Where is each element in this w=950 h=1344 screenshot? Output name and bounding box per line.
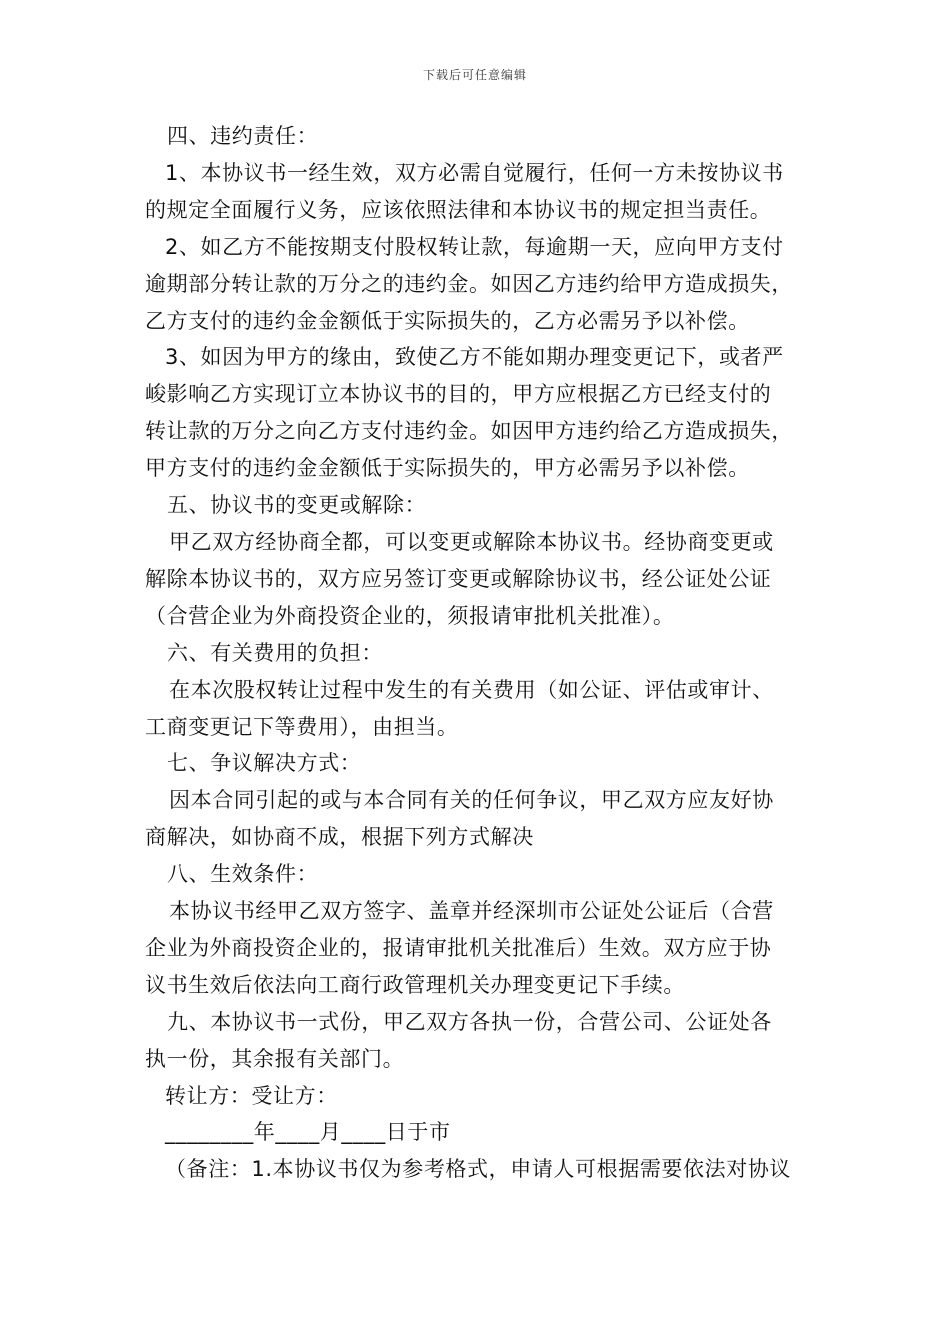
paragraph-line: 1、本协议书一经生效，双方必需自觉履行，任何一方未按协议书 [165, 160, 784, 185]
signature-parties: 转让方：受让方： [165, 1083, 338, 1108]
paragraph-line: 甲乙双方经协商全都，可以变更或解除本协议书。经协商变更或 [169, 529, 774, 554]
paragraph-line: 3、如因为甲方的缘由，致使乙方不能如期办理变更记下，或者严 [165, 345, 784, 370]
document-body [145, 118, 810, 1188]
paragraph-line: 九、本协议书一式份，甲乙双方各执一份，合营公司、公证处各 [167, 1009, 772, 1034]
section-heading-effect: 八、生效条件： [167, 862, 319, 887]
paragraph-line: 解除本协议书的，双方应另签订变更或解除协议书，经公证处公证 [145, 566, 772, 591]
paragraph-line: 企业为外商投资企业的，报请审批机关批准后）生效。双方应于协 [145, 935, 772, 960]
section-heading-amendment: 五、协议书的变更或解除： [167, 493, 427, 518]
paragraph-line: 在本次股权转让过程中发生的有关费用（如公证、评估或审计、 [169, 677, 774, 702]
paragraph-line: 乙方支付的违约金金额低于实际损失的，乙方必需另予以补偿。 [145, 308, 750, 333]
paragraph-line: 峻影响乙方实现订立本协议书的目的，甲方应根据乙方已经支付的 [145, 382, 772, 407]
section-heading-fees: 六、有关费用的负担： [167, 640, 383, 665]
paragraph-line: 逾期部分转让款的万分之的违约金。如因乙方违约给甲方造成损失， [145, 271, 793, 296]
paragraph-line: 2、如乙方不能按期支付股权转让款，每逾期一天，应向甲方支付 [165, 234, 784, 259]
remark-line: （备注：1.本协议书仅为参考格式，申请人可根据需要依法对协议 [165, 1157, 792, 1182]
paragraph-line: 议书生效后依法向工商行政管理机关办理变更记下手续。 [145, 972, 685, 997]
paragraph-line: 的规定全面履行义务，应该依照法律和本协议书的规定担当责任。 [145, 197, 772, 222]
paragraph-line: 因本合同引起的或与本合同有关的任何争议，甲乙双方应友好协 [169, 788, 774, 813]
section-heading-dispute: 七、争议解决方式： [167, 751, 362, 776]
paragraph-line: 商解决，如协商不成，根据下列方式解决 [145, 825, 534, 850]
paragraph-line: 转让款的万分之向乙方支付违约金。如因甲方违约给乙方造成损失， [145, 419, 793, 444]
section-heading-breach: 四、违约责任： [167, 124, 319, 148]
paragraph-line: 甲方支付的违约金金额低于实际损失的，甲方必需另予以补偿。 [145, 456, 750, 481]
paragraph-line: 工商变更记下等费用），由担当。 [145, 714, 459, 739]
paragraph-line: （合营企业为外商投资企业的，须报请审批机关批准）。 [145, 603, 675, 628]
signature-date-line: ________年____月____日于市 [165, 1120, 451, 1145]
paragraph-line: 执一份，其余报有关部门。 [145, 1046, 405, 1071]
paragraph-line: 本协议书经甲乙双方签字、盖章并经深圳市公证处公证后（合营 [169, 899, 774, 924]
header-note: 下载后可任意编辑 [422, 68, 527, 82]
